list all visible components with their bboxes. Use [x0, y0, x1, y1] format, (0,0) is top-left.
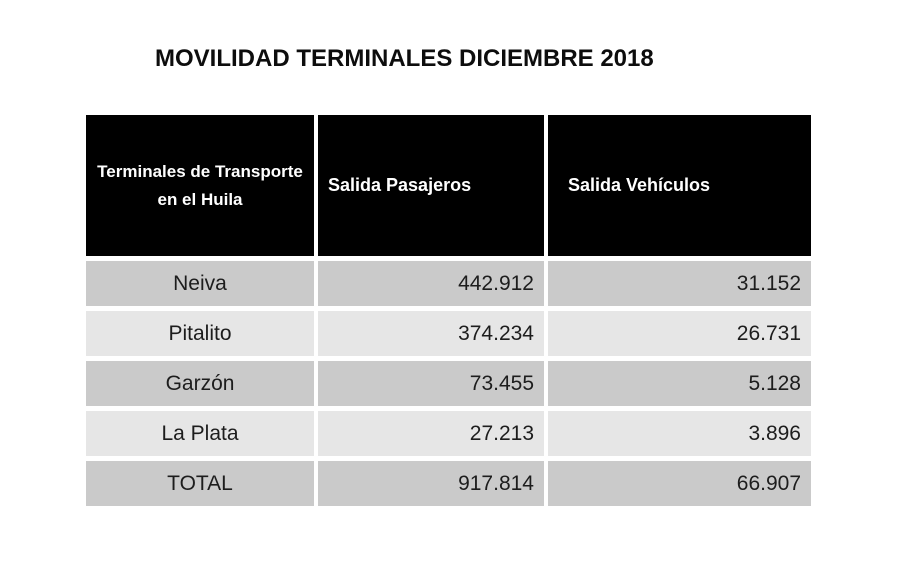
column-header-salida-vehiculos: Salida Vehículos: [548, 115, 811, 256]
row-laplata-pasajeros-cell: 27.213: [318, 411, 544, 456]
row-pitalito-terminal-cell: Pitalito: [86, 311, 314, 356]
column-header-salida-pasajeros: Salida Pasajeros: [318, 115, 544, 256]
row-garzon-vehiculos-cell: 5.128: [548, 361, 811, 406]
page-title: MOVILIDAD TERMINALES DICIEMBRE 2018: [155, 45, 654, 72]
row-total-pasajeros-cell: 917.814: [318, 461, 544, 506]
row-garzon-terminal-cell: Garzón: [86, 361, 314, 406]
column-header-terminales: Terminales de Transporte en el Huila: [86, 115, 314, 256]
row-neiva-vehiculos-cell: 31.152: [548, 261, 811, 306]
movilidad-table: [86, 115, 811, 506]
row-total-vehiculos-cell: 66.907: [548, 461, 811, 506]
row-total-label-cell: TOTAL: [86, 461, 314, 506]
row-laplata-vehiculos-cell: 3.896: [548, 411, 811, 456]
row-garzon-pasajeros-cell: 73.455: [318, 361, 544, 406]
row-laplata-terminal-cell: La Plata: [86, 411, 314, 456]
row-pitalito-vehiculos-cell: 26.731: [548, 311, 811, 356]
row-neiva-terminal-cell: Neiva: [86, 261, 314, 306]
row-pitalito-pasajeros-cell: 374.234: [318, 311, 544, 356]
row-neiva-pasajeros-cell: 442.912: [318, 261, 544, 306]
